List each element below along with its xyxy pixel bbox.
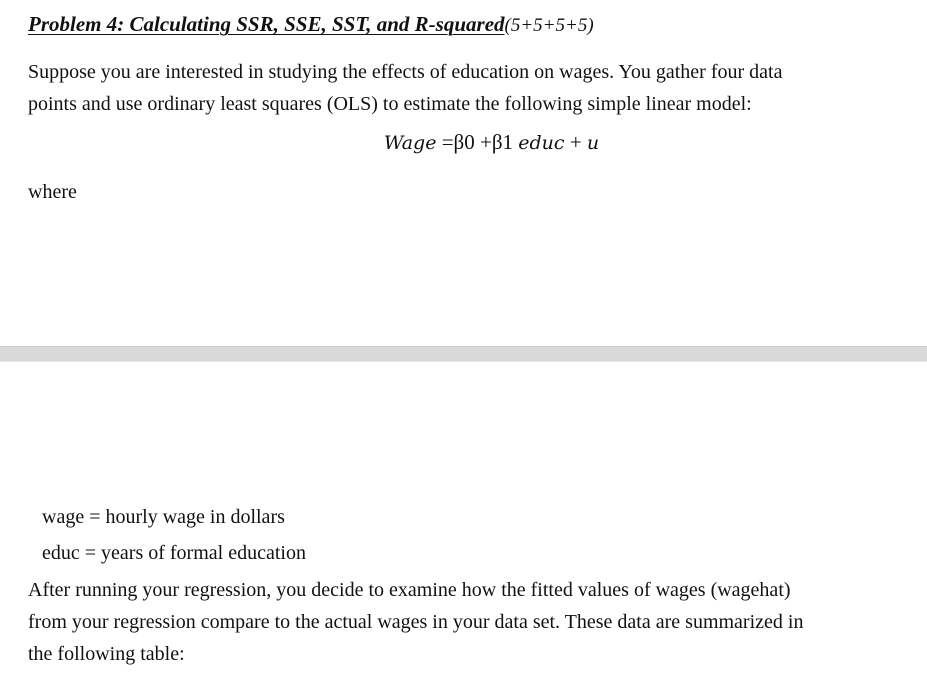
problem-heading xyxy=(28,10,594,40)
intro-line-2: points and use ordinary least squares (OLS) to estimate the following simple linear model: xyxy=(28,93,752,115)
problem-title: Problem 4: Calculating SSR, SSE, SST, and R-squared xyxy=(28,12,505,36)
definition-educ: educ = years of formal education xyxy=(42,542,306,564)
where-label: where xyxy=(28,181,77,203)
equation-betas: =β0 +β1 xyxy=(436,130,519,154)
equation-lhs: Wage xyxy=(383,132,437,154)
equation-educ: educ xyxy=(518,132,565,154)
definition-wage: wage = hourly wage in dollars xyxy=(42,506,285,528)
intro-line-1: Suppose you are interested in studying the effects of education on wages. You gather four data xyxy=(28,61,783,83)
page-divider xyxy=(0,346,927,362)
document-page-bottom xyxy=(0,362,927,686)
after-line-1: After running your regression, you decide to examine how the fitted values of wages (wagehat) xyxy=(28,579,791,601)
model-equation xyxy=(0,128,927,157)
problem-points: (5+5+5+5) xyxy=(504,15,594,36)
equation-plus: + xyxy=(564,130,587,154)
equation-error: u xyxy=(586,132,600,154)
after-line-3: the following table: xyxy=(28,643,185,665)
after-line-2: from your regression compare to the actual wages in your data set. These data are summarized in xyxy=(28,611,804,633)
